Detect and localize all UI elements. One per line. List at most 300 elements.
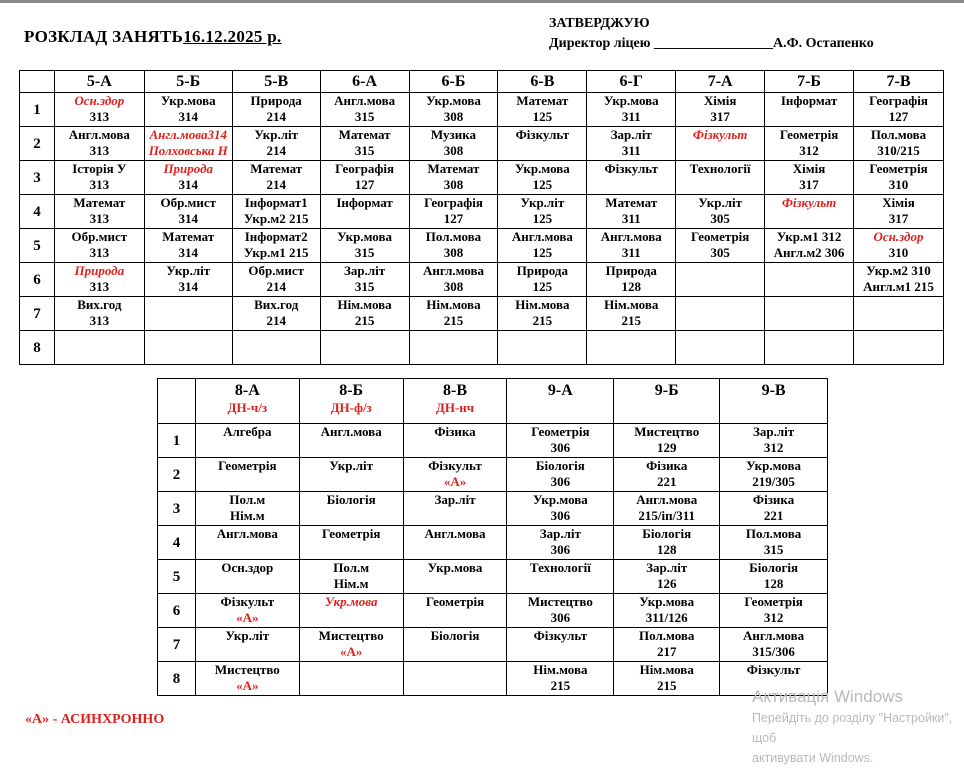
lesson-cell [720, 560, 828, 594]
lesson-cell [320, 127, 409, 161]
room-text: 310/215 [877, 143, 920, 158]
class-header [409, 71, 498, 93]
lesson-row [158, 594, 828, 628]
header-row [20, 71, 944, 93]
lesson-cell [409, 229, 498, 263]
lesson-row [158, 458, 828, 492]
lesson-cell [614, 492, 720, 526]
room-text: 313 [89, 143, 110, 158]
lesson-cell [498, 331, 587, 365]
room-text: 215 [656, 678, 677, 693]
room-text: 127 [888, 109, 909, 124]
subject-text: Нім.мова [533, 662, 588, 677]
lesson-number: 7 [158, 628, 196, 662]
lesson-cell [409, 263, 498, 297]
subject-text: Англ.мова314 [149, 127, 228, 142]
lesson-cell [144, 161, 232, 195]
room-text: 317 [710, 109, 730, 124]
lesson-row [158, 560, 828, 594]
subject-text: Укр.мова [427, 560, 483, 575]
lesson-cell [232, 127, 320, 161]
subject-text: Англ.мова [743, 628, 805, 643]
lesson-number: 5 [20, 229, 55, 263]
lesson-cell [54, 297, 144, 331]
lesson-cell [498, 263, 587, 297]
class-name: 8-В [443, 382, 468, 399]
class-name: 8-Б [339, 382, 364, 399]
class-header [587, 71, 676, 93]
room-text: Полховська Н [148, 143, 228, 158]
subject-text: Пол.мова [639, 628, 695, 643]
corner-cell [20, 71, 55, 93]
subject-text: Історія У [72, 161, 127, 176]
lesson-cell [144, 297, 232, 331]
room-text: 221 [656, 474, 677, 489]
subject-text: Англ.мова [334, 93, 396, 108]
class-header [54, 71, 144, 93]
lesson-cell [587, 93, 676, 127]
room-text: 317 [799, 177, 819, 192]
lesson-row [20, 331, 944, 365]
room-text: 314 [178, 245, 198, 260]
room-text: 215 [621, 313, 641, 328]
lesson-cell [720, 458, 828, 492]
class-name: 6-Г [619, 72, 644, 90]
lesson-cell [765, 161, 854, 195]
lesson-cell [676, 297, 765, 331]
lesson-cell [587, 229, 676, 263]
room-text: 315 [354, 279, 375, 294]
class-header [144, 71, 232, 93]
room-text: 312 [763, 440, 784, 455]
subject-text: Математ [516, 93, 569, 108]
room-text: 308 [443, 143, 464, 158]
lesson-row [158, 628, 828, 662]
room-text: 315 [763, 542, 784, 557]
lesson-cell [403, 662, 507, 696]
subject-text: Укр.м1 312 [776, 229, 842, 244]
class-name: 9-А [547, 382, 573, 399]
watermark-line-2: Перейдіть до розділу "Настройки", щоб [752, 711, 953, 745]
lesson-cell [54, 229, 144, 263]
lesson-cell [403, 594, 507, 628]
lesson-cell [320, 161, 409, 195]
room-text: 315 [354, 143, 375, 158]
room-text: Укр.м2 215 [243, 211, 309, 226]
lesson-cell [854, 195, 944, 229]
subject-text: Англ.мова [511, 229, 573, 244]
room-text: 214 [266, 143, 286, 158]
class-name: 8-А [234, 382, 260, 399]
room-text: 311/126 [645, 610, 688, 625]
subject-text: Укр.літ [254, 127, 299, 142]
subject-text: Англ.мова [216, 526, 278, 541]
subject-text: Англ.мова [600, 229, 662, 244]
subject-text: Укр.мова [532, 492, 588, 507]
lesson-cell [403, 628, 507, 662]
lesson-cell [614, 458, 720, 492]
subject-text: Нім.мова [515, 297, 570, 312]
lesson-cell [403, 526, 507, 560]
lesson-cell [854, 161, 944, 195]
subject-text: Геометрія [322, 526, 381, 541]
room-text: 313 [89, 211, 110, 226]
room-text: 310 [888, 245, 909, 260]
lesson-number: 1 [20, 93, 55, 127]
subject-text: Обр.мист [248, 263, 304, 278]
subject-text: Мистецтво [214, 662, 280, 677]
room-text: 308 [443, 279, 464, 294]
subject-text: Зар.літ [646, 560, 688, 575]
lesson-cell [403, 560, 507, 594]
class-header [498, 71, 587, 93]
subject-text: Географія [424, 195, 483, 210]
subject-text: Англ.мова [422, 263, 484, 278]
schedule-table-grades-5-7 [19, 70, 944, 365]
lesson-number: 2 [158, 458, 196, 492]
subject-text: Математ [162, 229, 215, 244]
subject-text: Мистецтво [318, 628, 384, 643]
lesson-cell [144, 195, 232, 229]
class-header [854, 71, 944, 93]
room-text: 215 [354, 313, 375, 328]
subject-text: Обр.мист [71, 229, 128, 244]
lesson-cell [195, 594, 299, 628]
class-name: 5-Б [176, 72, 201, 90]
lesson-cell [299, 594, 403, 628]
lesson-cell [409, 195, 498, 229]
lesson-cell [144, 263, 232, 297]
room-text: Нім.м [333, 576, 369, 591]
subject-text: Укр.мова [639, 594, 695, 609]
lesson-cell [507, 492, 614, 526]
subject-text: Укр.мова [337, 229, 392, 244]
subject-text: Фізкульт [428, 458, 482, 473]
class-header [614, 379, 720, 424]
lesson-cell [232, 161, 320, 195]
subject-text: Фізика [434, 424, 476, 439]
class-name: 5-В [264, 72, 289, 90]
lesson-cell [232, 331, 320, 365]
lesson-row [20, 195, 944, 229]
lesson-cell [614, 628, 720, 662]
lesson-cell [320, 195, 409, 229]
lesson-cell [409, 93, 498, 127]
title-date: 16.12.2025 р. [183, 27, 282, 46]
lesson-row [158, 424, 828, 458]
subject-text: Природа [250, 93, 302, 108]
lesson-cell [720, 492, 828, 526]
lesson-cell [232, 229, 320, 263]
corner-cell [158, 379, 196, 424]
lesson-cell [54, 127, 144, 161]
lesson-cell [195, 560, 299, 594]
subject-text: Геометрія [869, 161, 928, 176]
windows-activation-watermark [752, 686, 964, 768]
lesson-cell [232, 195, 320, 229]
lesson-cell [507, 662, 614, 696]
subject-text: Інформат [336, 195, 393, 210]
subject-text: Укр.мова [746, 458, 801, 473]
room-text: 128 [621, 279, 641, 294]
lesson-cell [614, 424, 720, 458]
subject-text: Осн.здор [74, 93, 125, 108]
lesson-number: 6 [158, 594, 196, 628]
subject-text: Фізкульт [515, 127, 570, 142]
lesson-cell [320, 331, 409, 365]
room-text: 313 [89, 245, 110, 260]
subject-text: Геометрія [779, 127, 839, 142]
room-text: 215 [443, 313, 464, 328]
subject-text: Географія [335, 161, 394, 176]
subject-text: Вих.год [77, 297, 122, 312]
subject-text: Математ [338, 127, 391, 142]
room-text: 311 [621, 109, 641, 124]
room-text: «А» [236, 678, 259, 693]
subject-text: Нім.мова [639, 662, 694, 677]
lesson-cell [232, 93, 320, 127]
subject-text: Укр.літ [225, 628, 270, 643]
approval-block [549, 14, 874, 54]
room-text: 315 [354, 245, 375, 260]
room-text: 214 [266, 279, 286, 294]
subject-text: Математ [250, 161, 303, 176]
subject-text: Англ.мова [320, 424, 382, 439]
subject-text: Природа [74, 263, 125, 278]
lesson-cell [409, 331, 498, 365]
schedule-table-grades-8-9 [157, 378, 828, 696]
lesson-cell [403, 458, 507, 492]
lesson-cell [54, 93, 144, 127]
subject-text: Пол.м [229, 492, 266, 507]
lesson-cell [854, 229, 944, 263]
room-text: 215 [550, 678, 571, 693]
subject-text: Мистецтво [634, 424, 700, 439]
class-header [507, 379, 614, 424]
room-text: 305 [710, 211, 730, 226]
lesson-cell [299, 458, 403, 492]
room-text: 313 [89, 279, 110, 294]
class-name: 6-А [352, 72, 378, 90]
subject-text: Нім.мова [426, 297, 481, 312]
subject-text: Біологія [642, 526, 692, 541]
lesson-cell [854, 127, 944, 161]
lesson-cell [54, 331, 144, 365]
lesson-cell [409, 297, 498, 331]
subject-text: Укр.мова [324, 594, 378, 609]
lesson-cell [144, 331, 232, 365]
subject-text: Інформат1 [244, 195, 308, 210]
room-text: 129 [656, 440, 677, 455]
lesson-cell [765, 263, 854, 297]
subject-text: Геометрія [425, 594, 485, 609]
lesson-number: 3 [158, 492, 196, 526]
lesson-cell [498, 161, 587, 195]
room-text: 125 [532, 245, 553, 260]
room-text: 125 [532, 211, 553, 226]
subject-text: Біологія [326, 492, 376, 507]
class-header [232, 71, 320, 93]
lesson-cell [507, 424, 614, 458]
lesson-cell [403, 492, 507, 526]
lesson-cell [765, 229, 854, 263]
room-text: 214 [266, 177, 286, 192]
lesson-cell [144, 93, 232, 127]
lesson-cell [144, 127, 232, 161]
room-text: Англ.м2 306 [773, 245, 845, 260]
lesson-cell [676, 331, 765, 365]
subject-text: Зар.літ [610, 127, 652, 142]
class-header [195, 379, 299, 424]
lesson-cell [720, 424, 828, 458]
room-text: 221 [763, 508, 784, 523]
room-text: 125 [532, 109, 553, 124]
subject-text: Укр.літ [698, 195, 743, 210]
subject-text: Зар.літ [539, 526, 581, 541]
room-text: 306 [550, 508, 571, 523]
room-text: «А» [236, 610, 259, 625]
class-name: 6-В [530, 72, 555, 90]
title-text: РОЗКЛАД ЗАНЯТЬ [24, 27, 184, 46]
class-name: 7-В [886, 72, 911, 90]
lesson-cell [498, 229, 587, 263]
lesson-cell [320, 229, 409, 263]
room-text: «А» [443, 474, 467, 489]
lesson-number: 8 [158, 662, 196, 696]
subject-text: Геометрія [690, 229, 750, 244]
room-text: 128 [656, 542, 677, 557]
room-text: 215/іп/311 [638, 508, 696, 523]
lesson-cell [676, 161, 765, 195]
room-text: 314 [178, 177, 198, 192]
lesson-cell [676, 127, 765, 161]
lesson-cell [720, 594, 828, 628]
lesson-cell [720, 628, 828, 662]
room-text: 311 [621, 211, 641, 226]
lesson-cell [587, 263, 676, 297]
subject-text: Укр.мова [426, 93, 481, 108]
subject-text: Фізика [752, 492, 795, 507]
room-text: 306 [550, 610, 571, 625]
lesson-cell [144, 229, 232, 263]
room-text: Нім.м [229, 508, 265, 523]
approval-director-line: Директор ліцею _________________А.Ф. Остапенко [549, 36, 874, 51]
class-header [720, 379, 828, 424]
subject-text: Укр.літ [329, 458, 374, 473]
room-text: 314 [178, 211, 198, 226]
lesson-cell [409, 161, 498, 195]
lesson-row [158, 662, 828, 696]
subject-text: Технології [689, 161, 751, 176]
lesson-cell [403, 424, 507, 458]
subject-text: Пол.м [333, 560, 370, 575]
lesson-row [20, 297, 944, 331]
lesson-cell [299, 628, 403, 662]
class-name: 9-В [761, 382, 786, 399]
lesson-number: 4 [20, 195, 55, 229]
lesson-number: 6 [20, 263, 55, 297]
room-text: 125 [532, 279, 553, 294]
class-subtitle: ДН-нч [435, 400, 475, 415]
lesson-cell [507, 628, 614, 662]
room-text: Укр.м1 215 [243, 245, 309, 260]
subject-text: Біологія [535, 458, 585, 473]
subject-text: Геометрія [218, 458, 277, 473]
async-legend: «А» - АСИНХРОННО [25, 712, 165, 727]
class-header [320, 71, 409, 93]
room-text: 315 [354, 109, 375, 124]
room-text: 217 [656, 644, 677, 659]
class-header [403, 379, 507, 424]
subject-text: Геометрія [744, 594, 803, 609]
subject-text: Укр.літ [166, 263, 211, 278]
subject-text: Мистецтво [527, 594, 593, 609]
lesson-cell [676, 229, 765, 263]
room-text: 315/306 [752, 644, 795, 659]
lesson-cell [195, 424, 299, 458]
lesson-cell [195, 662, 299, 696]
lesson-cell [299, 526, 403, 560]
lesson-number: 7 [20, 297, 55, 331]
room-text: 312 [799, 143, 819, 158]
lesson-cell [587, 331, 676, 365]
room-text: 214 [266, 313, 286, 328]
lesson-cell [320, 297, 409, 331]
room-text: 128 [763, 576, 784, 591]
subject-text: Пол.мова [745, 526, 802, 541]
lesson-row [20, 229, 944, 263]
subject-text: Обр.мист [160, 195, 217, 210]
room-text: 126 [656, 576, 677, 591]
subject-text: Англ.мова [424, 526, 486, 541]
lesson-cell [854, 331, 944, 365]
lesson-cell [676, 195, 765, 229]
subject-text: Фізкульт [781, 195, 837, 210]
lesson-cell [498, 127, 587, 161]
class-name: 5-А [86, 72, 112, 90]
subject-text: Біологія [749, 560, 799, 575]
lesson-cell [507, 458, 614, 492]
room-text: 313 [89, 313, 110, 328]
subject-text: Технології [529, 560, 591, 575]
class-header [299, 379, 403, 424]
subject-text: Хімія [882, 195, 915, 210]
lesson-cell [507, 594, 614, 628]
subject-text: Фізика [646, 458, 688, 473]
subject-text: Укр.м2 310 [866, 263, 931, 278]
subject-text: Англ.мова [636, 492, 698, 507]
page-title [24, 27, 282, 47]
lesson-cell [720, 526, 828, 560]
subject-text: Зар.літ [344, 263, 386, 278]
class-name: 7-А [707, 72, 733, 90]
lesson-cell [854, 93, 944, 127]
subject-text: Природа [163, 161, 214, 176]
subject-text: Зар.літ [434, 492, 476, 507]
class-header [765, 71, 854, 93]
room-text: 214 [266, 109, 286, 124]
lesson-cell [765, 331, 854, 365]
lesson-row [20, 161, 944, 195]
subject-text: Хімія [703, 93, 737, 108]
lesson-cell [299, 662, 403, 696]
subject-text: Природа [605, 263, 657, 278]
room-text: 215 [532, 313, 553, 328]
subject-text: Пол.мова [425, 229, 482, 244]
lesson-cell [614, 662, 720, 696]
subject-text: Фізкульт [604, 161, 659, 176]
subject-text: Англ.мова [68, 127, 130, 142]
